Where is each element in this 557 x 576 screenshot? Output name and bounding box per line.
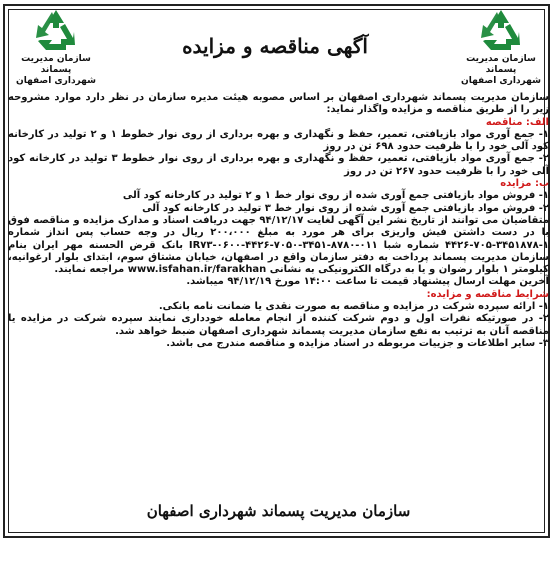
details-text: متقاضیان می توانند از تاریخ نشر این آگهی لغایت ۹۴/۱۲/۱۷ جهت دریافت اسناد و مدارک مزایده و مناقصه فوق با در دست داشتن فیش واریزی برای هر مورد به مبلغ ۲۰۰،۰۰۰ ریال در وجه حساب پس انداز شماره ۱-۳۴۵۱۸۷۸-۷۰۵-۴۴۲۶ شماره شبا IR۷۳-۰۶۰۰-۴۴۲۶-۷۰۵۰-۳۴۵۱-۸۷۸۰-۰۱۱ بانک قرض الحسنه مهر ایران بنام سازمان مدیریت پسماند پرداخت به دفتر سازمان واقع در اصفهان، خیابان مشتاق سوم، ابتدای بلوار ارغوانیه، کیلومتر ۱ بلوار رضوان و یا به درگاه الکترونیکی به نشانی xyxy=(8,214,550,276)
condition-item: ۳- سایر اطلاعات و جزییات مربوطه در اسناد مزایده و مناقصه مندرج می باشد. xyxy=(166,337,549,349)
org-name-right xyxy=(451,54,551,87)
org-logo-left xyxy=(6,8,106,87)
conditions-heading: شرایط مناقصه و مزایده: xyxy=(426,288,549,300)
org-logo-right xyxy=(451,8,551,87)
recycle-logo-icon xyxy=(477,8,525,52)
auction-item: ۱- فروش مواد بازیافتی جمع آوری شده از روی نوار خط ۱ و ۲ تولید در کارخانه کود آلی xyxy=(122,190,549,202)
recycle-logo-icon xyxy=(32,8,80,52)
org-name-left xyxy=(6,54,106,87)
auction-heading: ب: مزایده xyxy=(500,178,549,190)
details-paragraph xyxy=(8,215,549,276)
footer-org-name: سازمان مدیریت پسماند شهرداری اصفهان xyxy=(146,502,411,520)
org-name-line2: شهرداری اصفهان xyxy=(461,76,541,86)
details-tail: مراجعه نمایند. xyxy=(54,264,125,276)
tender-heading: الف: مناقصه xyxy=(485,116,549,128)
org-name-line1: سازمان مدیریت پسماند xyxy=(466,54,536,75)
details-url-link[interactable]: www.isfahan.ir/farakhan xyxy=(127,264,267,276)
org-name-line1: سازمان مدیریت پسماند xyxy=(21,54,91,75)
auction-item: ۲- فروش مواد بازیافتی جمع آوری شده از روی نوار خط ۳ تولید در کارخانه کود آلی xyxy=(142,202,549,214)
notice-body xyxy=(8,92,549,350)
org-name-line2: شهرداری اصفهان xyxy=(16,76,96,86)
condition-item: ۱- ارائه سپرده شرکت در مزایده و مناقصه به صورت نقدی یا ضمانت نامه بانکی. xyxy=(158,301,549,313)
tender-item: ۱- جمع آوری مواد بازیافتی، تعمیر، حفظ و نگهداری و بهره برداری از روی نوار خطوط ۱ و ۲ تولید در کارخانه کود آلی خود را با ظرفیت حدود ۶۹۸ تن در روز xyxy=(8,128,549,153)
condition-item: ۲- در صورتیکه نفرات اول و دوم شرکت کننده از انجام معامله خودداری نمایند سپرده شرکت در مزایده یا مناقصه آنان به ترتیب به نفع سازمان مدیریت پسماند شهرداری اصفهان ضبط خواهد شد. xyxy=(8,313,549,337)
intro-text: سازمان مدیریت پسماند شهرداری اصفهان بر اساس مصوبه هیئت مدیره سازمان در نظر دارد موارد مشروحه زیر را از طریق مناقصه و مزایده واگذار نماید: xyxy=(8,92,549,116)
tender-item: ۲- جمع آوری مواد بازیافتی، تعمیر، حفظ و نگهداری و بهره برداری از روی نوار خطوط ۳ تولید در کارخانه کود آلی خود را با ظرفیت حدود ۲۶۷ تن در روز xyxy=(8,153,549,177)
notice-title: آگهی مناقصه و مزایده xyxy=(182,34,368,58)
deadline-text: آخرین مهلت ارسال پیشنهاد قیمت تا ساعت ۱۴:۰۰ مورخ ۹۴/۱۲/۱۹ میباشد. xyxy=(186,276,549,288)
